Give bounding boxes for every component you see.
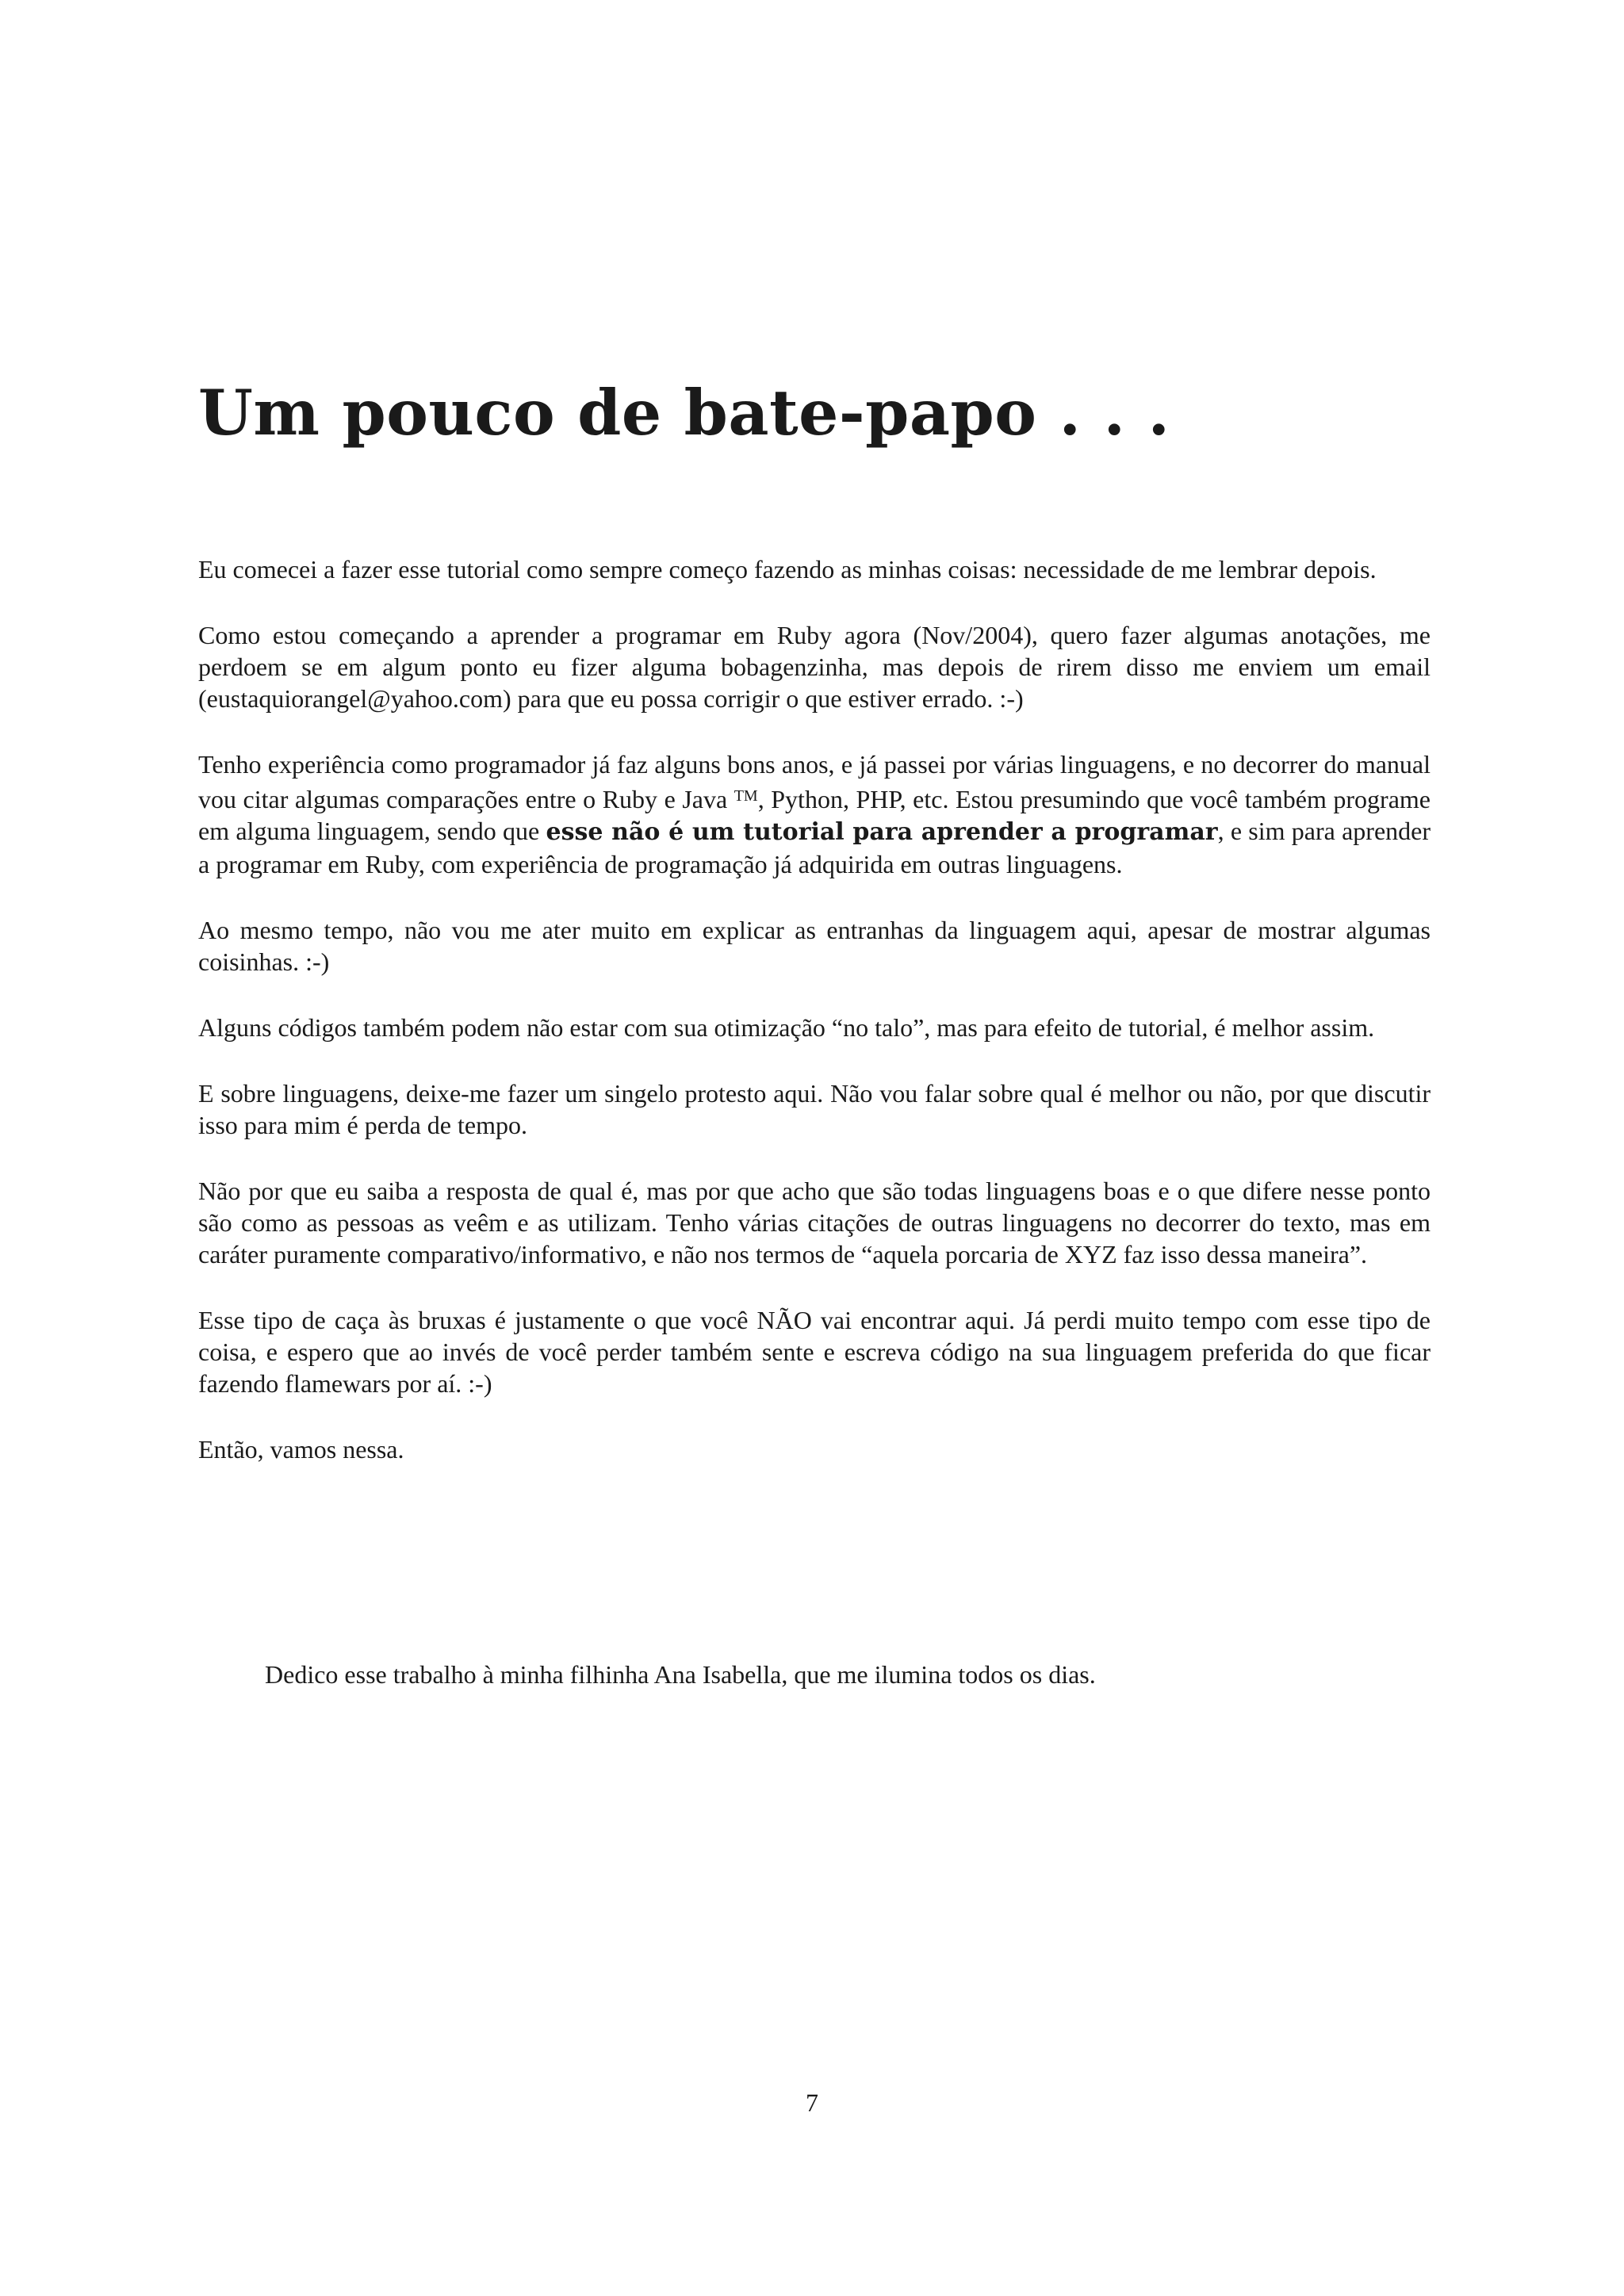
paragraph: Então, vamos nessa. xyxy=(198,1435,404,1464)
paragraph-text: , Python, PHP, etc. Estou presumindo que você também programe em alguma linguagem, sendo que xyxy=(198,785,1431,845)
paragraph: E sobre linguagens, deixe-me fazer um singelo protesto aqui. Não vou falar sobre qual é melhor ou não, por que discutir isso para mim é perda de tempo. xyxy=(198,1079,1431,1139)
emphasis-text: esse não é um tutorial para aprender a programar xyxy=(546,818,1218,846)
paragraph: Não por que eu saiba a resposta de qual é, mas por que acho que são todas linguagens boas e o que difere nesse ponto são como as pessoas as veêm e as utilizam. Tenho várias citações de outras linguagens no decorrer do texto, mas em caráter puramente comparativo/informativo, e não nos termos de “aquela porcaria de XYZ faz isso dessa maneira”. xyxy=(198,1177,1431,1269)
paragraph xyxy=(198,748,1431,880)
paragraph: Como estou começando a aprender a programar em Ruby agora (Nov/2004), quero fazer algumas anotações, me perdoem se em algum ponto eu fizer alguma bobagenzinha, mas depois de rirem disso me enviem um email (eustaquiorangel@yahoo.com) para que eu possa corrigir o que estiver errado. :-) xyxy=(198,621,1431,713)
page-number: 7 xyxy=(806,2088,818,2117)
paragraph: Ao mesmo tempo, não vou me ater muito em explicar as entranhas da linguagem aqui, apesar de mostrar algumas coisinhas. :-) xyxy=(198,916,1431,976)
chapter-title: Um pouco de bate-papo . . . xyxy=(198,376,1170,450)
body-text xyxy=(198,553,1431,1499)
paragraph-text: Tenho experiência como programador já faz alguns bons anos, e já passei por várias linguagens, e no decorrer do manual vou citar algumas comparações entre o Ruby e Java xyxy=(198,750,1431,813)
dedication: Dedico esse trabalho à minha filhinha Ana Isabella, que me ilumina todos os dias. xyxy=(265,1660,1096,1689)
paragraph-text: , e sim para aprender a programar em Ruby, com experiência de programação já adquirida em outras linguagens. xyxy=(198,817,1431,878)
trademark-mark: TM xyxy=(733,787,758,805)
paragraph: Esse tipo de caça às bruxas é justamente o que você NÃO vai encontrar aqui. Já perdi muito tempo com esse tipo de coisa, e espero que ao invés de você perder também sente e escreva código na sua linguagem preferida do que ficar fazendo flamewars por aí. :-) xyxy=(198,1306,1431,1398)
paragraph: Eu comecei a fazer esse tutorial como sempre começo fazendo as minhas coisas: necessidade de me lembrar depois. xyxy=(198,555,1377,584)
paragraph: Alguns códigos também podem não estar com sua otimização “no talo”, mas para efeito de tutorial, é melhor assim. xyxy=(198,1013,1375,1042)
